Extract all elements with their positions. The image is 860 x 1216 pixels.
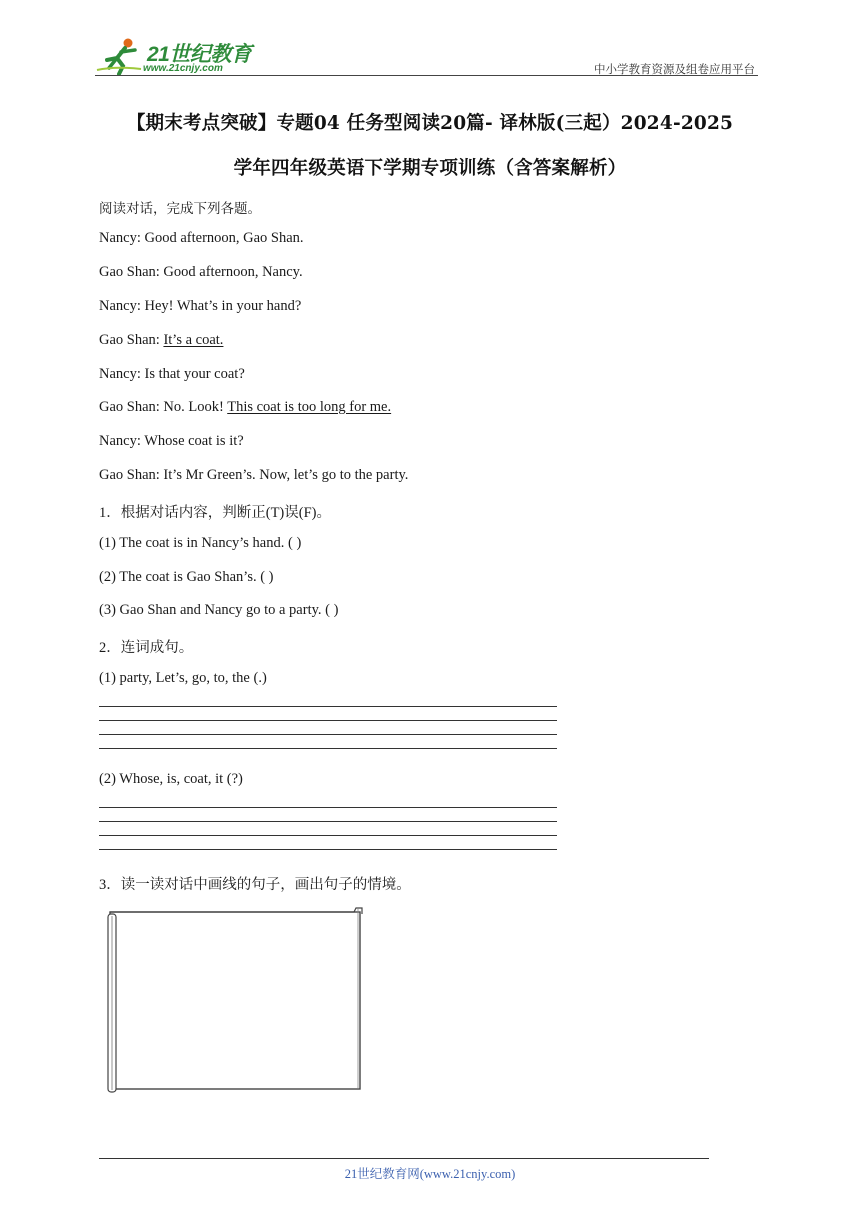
question-3-heading: 3．读一读对话中画线的句子，画出句子的情境。 <box>99 877 411 893</box>
question-2-heading: 2．连词成句。 <box>99 640 194 656</box>
reading-instruction: 阅读对话，完成下列各题。 <box>99 201 261 217</box>
dialogue-speaker: Gao Shan: <box>99 332 164 348</box>
answer-line <box>99 748 557 749</box>
dialogue-line: Nancy: Is that your coat? <box>99 366 245 382</box>
scroll-frame-icon <box>100 904 370 1099</box>
dialogue-line: Nancy: Whose coat is it? <box>99 433 244 449</box>
underlined-sentence: This coat is too long for me. <box>227 399 392 415</box>
runner-icon <box>95 36 145 76</box>
answer-line <box>99 734 557 735</box>
question-1-heading: 1．根据对话内容，判断正(T)误(F)。 <box>99 505 331 521</box>
answer-line <box>99 720 557 721</box>
dialogue-line: Gao Shan: It’s Mr Green’s. Now, let’s go to the party. <box>99 467 409 483</box>
dialogue-line: Gao Shan: Good afternoon, Nancy. <box>99 264 303 280</box>
drawing-area[interactable] <box>100 904 370 1099</box>
answer-line <box>99 821 557 822</box>
footer-divider <box>99 1158 709 1159</box>
dialogue-line <box>99 332 223 349</box>
underlined-sentence: It’s a coat. <box>163 332 224 348</box>
header-platform-text: 中小学教育资源及组卷应用平台 <box>594 62 755 76</box>
logo-url-text: www.21cnjy.com <box>143 63 223 74</box>
page-header <box>95 32 758 80</box>
dialogue-line: Nancy: Hey! What’s in your hand? <box>99 298 302 314</box>
logo-brand-text: 21世纪教育 <box>147 43 252 66</box>
dialogue-line: Nancy: Good afternoon, Gao Shan. <box>99 230 304 246</box>
header-divider <box>95 75 758 76</box>
question-2-item: (1) party, Let’s, go, to, the (.) <box>99 670 267 686</box>
footer-site-text: 21世纪教育网(www.21cnjy.com) <box>344 1167 516 1181</box>
answer-line <box>99 807 557 808</box>
question-2-item: (2) Whose, is, coat, it (?) <box>99 771 243 787</box>
answer-line <box>99 706 557 707</box>
document-title-line-2: 学年四年级英语下学期专项训练（含答案解析） <box>233 158 627 179</box>
question-1-item: (1) The coat is in Nancy’s hand. ( ) <box>99 535 302 551</box>
question-1-item: (2) The coat is Gao Shan’s. ( ) <box>99 569 274 585</box>
answer-line <box>99 835 557 836</box>
dialogue-speaker: Gao Shan: No. Look! <box>99 399 228 415</box>
document-title-line-1: 【期末考点突破】专题04 任务型阅读20篇- 译林版(三起）2024-2025 <box>126 113 734 134</box>
question-1-item: (3) Gao Shan and Nancy go to a party. ( ) <box>99 602 339 618</box>
site-logo <box>95 36 260 76</box>
answer-line <box>99 849 557 850</box>
dialogue-line <box>99 399 391 416</box>
